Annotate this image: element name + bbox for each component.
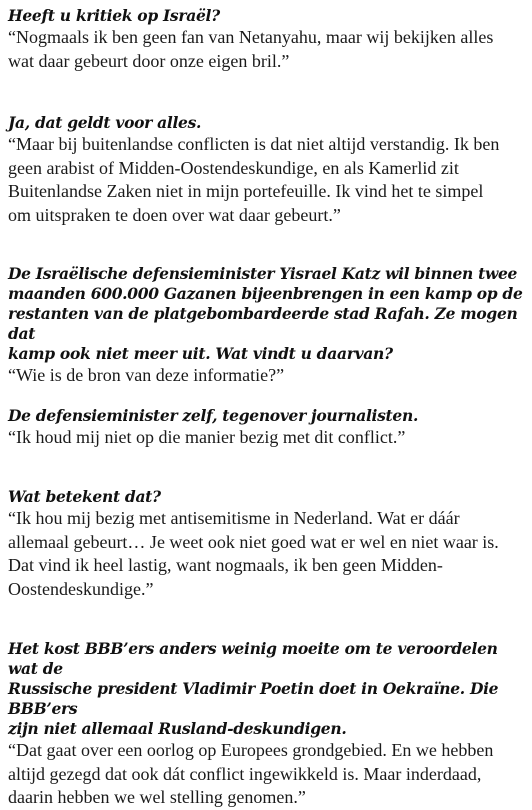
- answer-line: wat daar gebeurt door onze eigen bril.”: [8, 50, 290, 71]
- interview-question: [8, 264, 524, 364]
- answer-line: “Wie is de bron van deze informatie?”: [8, 365, 285, 385]
- question-line: De Israëlische defensieminister Yisrael Katz wil binnen twee: [8, 264, 518, 283]
- answer-line: Dat vind ik heel lastig, want nogmaals, ik ben geen Midden-: [8, 555, 443, 575]
- answer-line: “Nogmaals ik ben geen fan van Netanyahu, maar wij bekijken alles: [8, 27, 494, 47]
- answer-line: “Maar bij buitenlandse conflicten is dat niet altijd verstandig. Ik ben: [8, 134, 500, 154]
- interview-question: [8, 6, 493, 26]
- interview-answer: [8, 507, 499, 601]
- question-text: Ja, dat geldt voor alles.: [8, 113, 202, 132]
- question-text: Heeft u kritiek op Israël?: [8, 6, 220, 25]
- question-text: De defensieminister zelf, tegenover journalisten.: [8, 406, 419, 425]
- qa-block: [8, 639, 524, 810]
- answer-line: om uitspraken te doen over wat daar gebeurt.”: [8, 204, 341, 225]
- question-line: Russische president Vladimir Poetin doet in Oekraïne. Die BBB’ers: [8, 679, 499, 718]
- question-line: kamp ook niet meer uit. Wat vindt u daarvan?: [8, 344, 393, 363]
- interview-answer: [8, 364, 524, 388]
- interview-question: [8, 406, 418, 426]
- answer-line: altijd gezegd dat ook dát conflict ingewikkeld is. Maar inderdaad,: [8, 763, 482, 784]
- qa-block: [8, 487, 499, 601]
- interview-answer: [8, 133, 499, 227]
- answer-line: allemaal gebeurt… Je weet ook niet goed wat er wel en niet waar is.: [8, 531, 499, 552]
- question-text: Wat betekent dat?: [8, 487, 161, 506]
- answer-line: “Ik hou mij bezig met antisemitisme in Nederland. Wat er dáár: [8, 508, 460, 528]
- interview-question: [8, 487, 499, 507]
- qa-block: [8, 406, 418, 450]
- question-line: zijn niet allemaal Rusland-deskundigen.: [8, 719, 347, 738]
- answer-line: Buitenlandse Zaken niet in mijn portefeuille. Ik vind het te simpel: [8, 181, 484, 201]
- question-line: Het kost BBB’ers anders weinig moeite om te veroordelen wat de: [8, 639, 498, 678]
- interview-answer: [8, 739, 524, 810]
- interview-question: [8, 639, 524, 739]
- qa-block: [8, 6, 493, 73]
- qa-block: [8, 264, 524, 388]
- question-line: maanden 600.000 Gazanen bijeenbrengen in een kamp op de: [8, 284, 523, 303]
- answer-line: “Ik houd mij niet op die manier bezig met dit conflict.”: [8, 427, 406, 447]
- question-line: restanten van de platgebombardeerde stad Rafah. Ze mogen dat: [8, 304, 518, 343]
- answer-line: daarin hebben we wel stelling genomen.”: [8, 787, 306, 807]
- interview-answer: [8, 26, 493, 73]
- answer-line: “Dat gaat over een oorlog op Europees grondgebied. En we hebben: [8, 740, 494, 760]
- interview-question: [8, 113, 499, 133]
- interview-answer: [8, 426, 418, 450]
- answer-line: Oostendeskundige.”: [8, 578, 154, 599]
- qa-block: [8, 113, 499, 227]
- answer-line: geen arabist of Midden-Oostendeskundige, en als Kamerlid zit: [8, 157, 459, 178]
